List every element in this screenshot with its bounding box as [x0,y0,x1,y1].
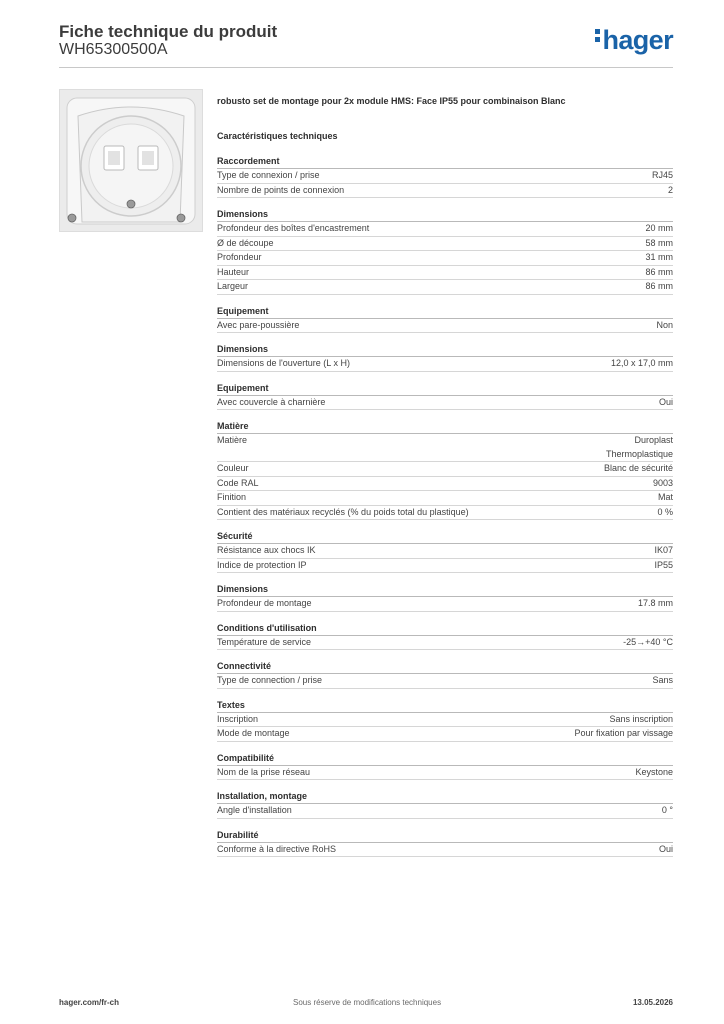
spec-label: Avec pare-poussière [217,319,300,330]
spec-value: 86 mm [645,281,673,291]
spec-label: Type de connexion / prise [217,170,320,180]
spec-section [217,420,673,520]
spec-value: Sans [652,675,673,685]
spec-label: Nombre de points de connexion [217,184,345,195]
spec-value: 58 mm [645,237,673,248]
spec-section [217,622,673,651]
hager-logo [595,26,673,54]
spec-section [217,660,673,689]
spec-label: Profondeur de montage [217,598,312,608]
spec-value: 12,0 x 17,0 mm [610,358,673,368]
spec-value: Duroplast Thermoplastique [605,435,673,459]
spec-row [217,477,673,492]
spec-value: 86 mm [645,266,673,277]
footer-date: 13.05.2026 [632,998,673,1007]
spec-row [217,597,673,612]
spec-value: 31 mm [645,252,673,262]
spec-section [217,790,673,819]
spec-row [217,184,673,199]
section-title: Installation, montage [217,790,673,804]
section-title: Compatibilité [217,752,673,766]
spec-section [217,752,673,781]
spec-label: Largeur [217,281,249,291]
spec-value: Non [656,319,673,330]
spec-value: RJ45 [651,170,673,180]
spec-label: Hauteur [217,266,250,277]
spec-row [217,396,673,411]
spec-value: Oui [658,396,673,407]
spec-row [217,727,673,742]
spec-row [217,169,673,184]
spec-section [217,583,673,612]
spec-row [217,559,673,574]
spec-label: Matière [217,435,248,445]
technical-sheet [217,94,673,857]
section-title: Durabilité [217,829,673,843]
section-title: Dimensions [217,208,673,222]
spec-section [217,305,673,334]
logo-colon-icon [595,26,600,45]
spec-section [217,530,673,573]
socket-illustration [60,90,202,231]
header-divider [59,67,673,68]
spec-row [217,843,673,858]
spec-row [217,674,673,689]
spec-label: Finition [217,492,247,502]
spec-value: Oui [658,843,673,854]
section-title: Dimensions [217,343,673,357]
spec-section [217,155,673,198]
spec-label: Code RAL [217,477,259,488]
spec-value: Keystone [635,766,673,777]
logo-text: hager [602,25,673,55]
spec-row [217,766,673,781]
section-title: Equipement [217,305,673,319]
spec-label: Température de service [217,636,312,647]
product-description: robusto set de montage pour 2x module HMS: Face IP55 pour combinaison Blanc [217,96,566,106]
spec-row [217,506,673,521]
spec-row [217,462,673,477]
section-title: Textes [217,699,673,713]
spec-label: Profondeur des boîtes d'encastrement [217,223,370,233]
section-title: Dimensions [217,583,673,597]
spec-value: Sans inscription [609,713,673,724]
spec-section [217,829,673,858]
footer-website: hager.com/fr-ch [59,998,120,1007]
product-image [59,89,203,232]
spec-label: Couleur [217,463,249,473]
spec-label: Conforme à la directive RoHS [217,843,337,854]
spec-label: Dimensions de l'ouverture (L x H) [217,358,350,368]
spec-value: 20 mm [645,223,673,233]
spec-value: Blanc de sécurité [603,463,673,473]
spec-value: -25→+40 °C [623,636,673,647]
spec-value: 0 % [657,506,673,517]
spec-label: Angle d'installation [217,805,292,815]
section-title: Connectivité [217,660,673,674]
spec-row [217,237,673,252]
spec-value: 9003 [652,477,673,488]
spec-section [217,382,673,411]
spec-label: Résistance aux chocs IK [217,545,316,555]
spec-value: 17.8 mm [637,598,673,608]
page-title: Fiche technique du produit [59,22,278,41]
footer-notice: Sous réserve de modifications techniques [293,998,442,1007]
section-title: Matière [217,420,673,434]
spec-value: 2 [667,184,673,195]
spec-row [217,266,673,281]
spec-value: IK07 [654,545,673,555]
spec-label: Avec couvercle à charnière [217,396,326,407]
spec-label: Profondeur [217,252,262,262]
spec-value: Pour fixation par vissage [574,728,673,738]
spec-label: Nom de la prise réseau [217,766,311,777]
section-title: Equipement [217,382,673,396]
spec-label: Indice de protection IP [217,559,307,570]
spec-label: Ø de découpe [217,237,274,248]
spec-row [217,434,673,462]
section-title: Conditions d'utilisation [217,622,673,636]
spec-section [217,699,673,742]
spec-section [217,343,673,372]
spec-row [217,636,673,651]
spec-value: 0 ° [661,805,673,815]
spec-row [217,280,673,295]
spec-row [217,251,673,266]
spec-label: Contient des matériaux recyclés (% du poids total du plastique) [217,506,469,517]
spec-row [217,222,673,237]
specs-title: Caractéristiques techniques [217,131,338,141]
spec-row [217,357,673,372]
product-reference: WH65300500A [59,41,168,58]
spec-row [217,713,673,728]
spec-value: Mat [657,492,673,502]
spec-section [217,208,673,295]
spec-value: IP55 [654,559,673,570]
section-title: Sécurité [217,530,673,544]
spec-row [217,319,673,334]
spec-row [217,491,673,506]
spec-sections [217,155,673,857]
spec-label: Mode de montage [217,728,290,738]
spec-label: Type de connection / prise [217,675,323,685]
section-title: Raccordement [217,155,673,169]
spec-label: Inscription [217,713,259,724]
page-header [59,20,673,70]
spec-row [217,544,673,559]
spec-row [217,804,673,819]
